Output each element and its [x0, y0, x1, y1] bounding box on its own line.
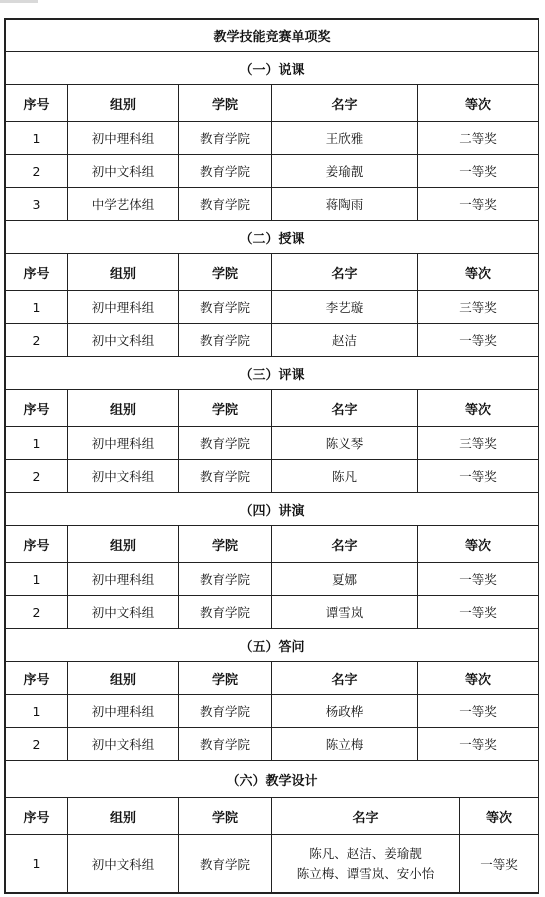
column-header-name: 名字 [272, 85, 418, 122]
cell-college: 教育学院 [179, 835, 272, 893]
cell-no: 2 [6, 596, 68, 629]
cell-group: 初中理科组 [68, 563, 179, 596]
table-row [6, 291, 539, 324]
cell-college: 教育学院 [179, 728, 272, 761]
cell-college: 教育学院 [179, 460, 272, 493]
table-row [6, 695, 539, 728]
column-header-rank: 等次 [418, 390, 539, 427]
awards-table [5, 19, 539, 761]
column-header-rank: 等次 [418, 254, 539, 291]
table-row [6, 728, 539, 761]
column-header-name: 名字 [272, 254, 418, 291]
awards-document [4, 18, 539, 894]
cell-name: 杨政桦 [272, 695, 418, 728]
column-header-college: 学院 [179, 254, 272, 291]
cell-college: 教育学院 [179, 324, 272, 357]
header-row [6, 662, 539, 695]
cell-rank: 一等奖 [460, 835, 539, 893]
column-header-group: 组别 [68, 798, 179, 835]
cell-college: 教育学院 [179, 155, 272, 188]
cell-name: 陈凡 [272, 460, 418, 493]
cell-name: 谭雪岚 [272, 596, 418, 629]
column-header-no: 序号 [6, 798, 68, 835]
column-header-no: 序号 [6, 662, 68, 695]
cell-group: 初中文科组 [68, 155, 179, 188]
cell-no: 1 [6, 291, 68, 324]
cell-name: 陈立梅 [272, 728, 418, 761]
cell-no: 2 [6, 155, 68, 188]
column-header-group: 组别 [68, 390, 179, 427]
cell-rank: 一等奖 [418, 563, 539, 596]
header-row [6, 254, 539, 291]
section-heading: （五）答问 [6, 629, 539, 662]
cell-group: 初中文科组 [68, 728, 179, 761]
column-header-college: 学院 [179, 798, 272, 835]
cell-college: 教育学院 [179, 291, 272, 324]
table-row [6, 835, 539, 893]
header-row [6, 798, 539, 835]
column-header-college: 学院 [179, 526, 272, 563]
cell-no: 2 [6, 324, 68, 357]
cell-no: 2 [6, 728, 68, 761]
teaching-design-table [5, 760, 539, 893]
cell-name [272, 835, 460, 893]
table-row [6, 563, 539, 596]
cell-group: 初中文科组 [68, 460, 179, 493]
column-header-no: 序号 [6, 390, 68, 427]
cell-rank: 三等奖 [418, 291, 539, 324]
column-header-name: 名字 [272, 662, 418, 695]
name-line: 陈凡、赵洁、姜瑜靓 [309, 845, 422, 861]
column-header-name: 名字 [272, 798, 460, 835]
column-header-no: 序号 [6, 526, 68, 563]
column-header-group: 组别 [68, 526, 179, 563]
cell-group: 初中理科组 [68, 122, 179, 155]
section-heading: （二）授课 [6, 221, 539, 254]
cell-rank: 一等奖 [418, 596, 539, 629]
cell-group: 初中理科组 [68, 695, 179, 728]
column-header-group: 组别 [68, 85, 179, 122]
section-heading: （一）说课 [6, 52, 539, 85]
section-heading: （四）讲演 [6, 493, 539, 526]
section-heading: （三）评课 [6, 357, 539, 390]
cell-group: 初中理科组 [68, 427, 179, 460]
cell-name: 夏娜 [272, 563, 418, 596]
name-line: 陈立梅、谭雪岚、安小怡 [296, 865, 435, 881]
cell-group: 初中文科组 [68, 324, 179, 357]
column-header-no: 序号 [6, 254, 68, 291]
cell-no: 1 [6, 427, 68, 460]
cell-college: 教育学院 [179, 427, 272, 460]
cell-group: 初中理科组 [68, 291, 179, 324]
cell-college: 教育学院 [179, 563, 272, 596]
cell-no: 2 [6, 460, 68, 493]
cell-college: 教育学院 [179, 596, 272, 629]
cell-name: 赵洁 [272, 324, 418, 357]
column-header-rank: 等次 [418, 526, 539, 563]
cell-name: 姜瑜靓 [272, 155, 418, 188]
table-row [6, 460, 539, 493]
table-row [6, 324, 539, 357]
column-header-rank: 等次 [418, 85, 539, 122]
column-header-name: 名字 [272, 526, 418, 563]
column-header-name: 名字 [272, 390, 418, 427]
cell-rank: 一等奖 [418, 155, 539, 188]
cell-college: 教育学院 [179, 188, 272, 221]
cell-college: 教育学院 [179, 695, 272, 728]
top-corner-mark [0, 0, 38, 3]
cell-rank: 三等奖 [418, 427, 539, 460]
column-header-college: 学院 [179, 390, 272, 427]
column-header-group: 组别 [68, 662, 179, 695]
column-header-group: 组别 [68, 254, 179, 291]
header-row [6, 526, 539, 563]
cell-name: 蒋陶雨 [272, 188, 418, 221]
column-header-college: 学院 [179, 662, 272, 695]
table-row [6, 122, 539, 155]
header-row [6, 85, 539, 122]
cell-rank: 一等奖 [418, 728, 539, 761]
cell-rank: 二等奖 [418, 122, 539, 155]
cell-rank: 一等奖 [418, 188, 539, 221]
cell-name: 陈义琴 [272, 427, 418, 460]
section-heading: （六）教学设计 [6, 761, 539, 798]
column-header-rank: 等次 [418, 662, 539, 695]
cell-group: 初中文科组 [68, 596, 179, 629]
cell-rank: 一等奖 [418, 324, 539, 357]
column-header-no: 序号 [6, 85, 68, 122]
cell-rank: 一等奖 [418, 460, 539, 493]
cell-no: 3 [6, 188, 68, 221]
column-header-college: 学院 [179, 85, 272, 122]
cell-no: 1 [6, 122, 68, 155]
cell-rank: 一等奖 [418, 695, 539, 728]
table-row [6, 596, 539, 629]
cell-no: 1 [6, 695, 68, 728]
document-title: 教学技能竞赛单项奖 [6, 20, 539, 52]
cell-group: 初中文科组 [68, 835, 179, 893]
cell-name: 王欣雅 [272, 122, 418, 155]
cell-no: 1 [6, 563, 68, 596]
table-row [6, 427, 539, 460]
cell-group: 中学艺体组 [68, 188, 179, 221]
header-row [6, 390, 539, 427]
cell-no: 1 [6, 835, 68, 893]
cell-college: 教育学院 [179, 122, 272, 155]
table-row [6, 188, 539, 221]
cell-name: 李艺璇 [272, 291, 418, 324]
table-row [6, 155, 539, 188]
column-header-rank: 等次 [460, 798, 539, 835]
